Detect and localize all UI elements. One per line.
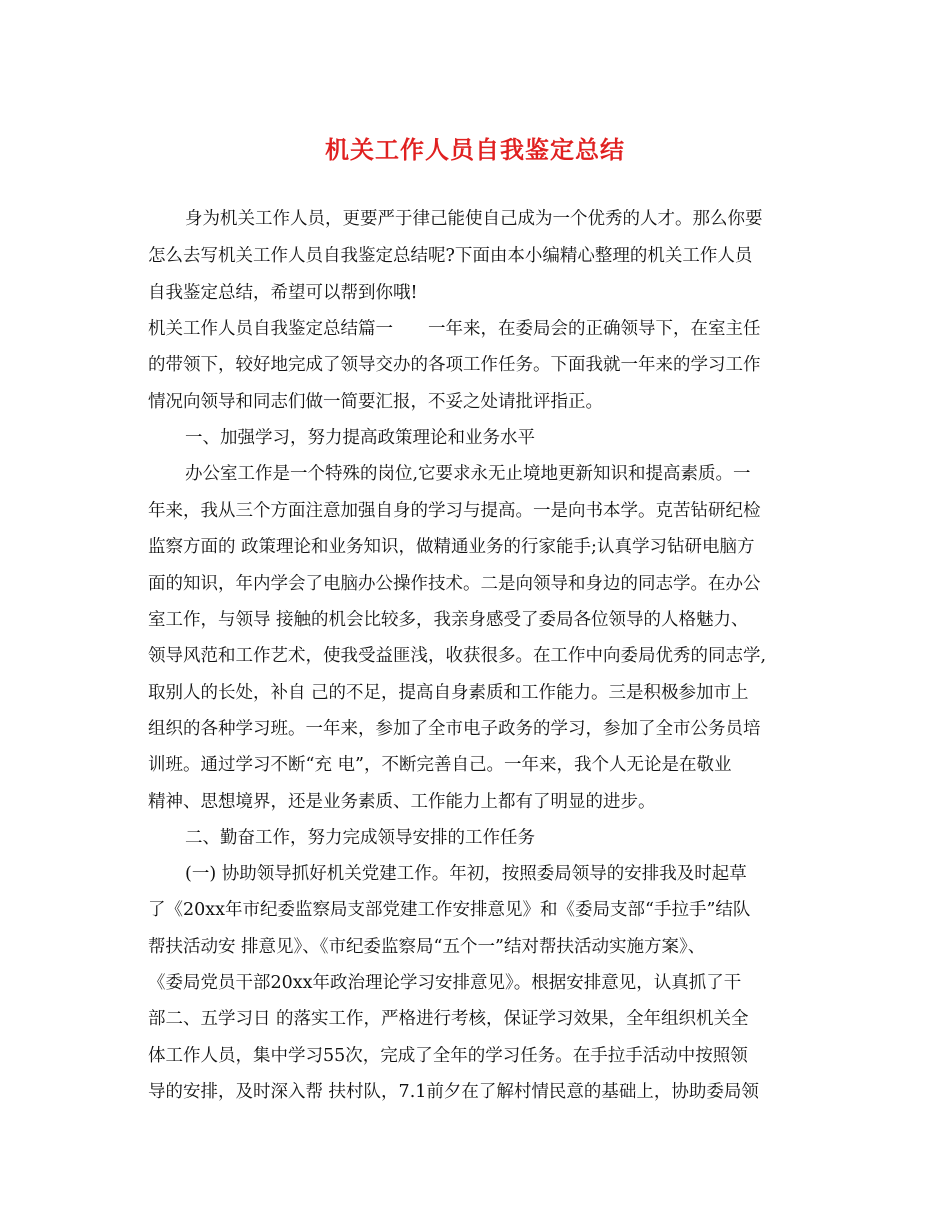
body-line: 年来，我从三个方面注意加强自身的学习与提高。一是向书本学。克苦钻研纪检 — [148, 501, 761, 521]
body-line: 自我鉴定总结，希望可以帮到你哦! — [148, 283, 418, 303]
body-line: 导的安排，及时深入帮 扶村队，7.1前夕在了解村情民意的基础上，协助委局领 — [148, 1082, 759, 1102]
body-line: 情况向领导和同志们做一简要汇报，不妥之处请批评指正。 — [148, 392, 603, 412]
document-title: 机关工作人员自我鉴定总结 — [325, 135, 625, 164]
body-line: 取别人的长处，补自 己的不足，提高自身素质和工作能力。三是积极参加市上 — [148, 683, 749, 703]
body-line: 领导风范和工作艺术，使我受益匪浅，收获很多。在工作中向委局优秀的同志学, — [148, 646, 767, 666]
body-line: 的带领下，较好地完成了领导交办的各项工作任务。下面我就一年来的学习工作 — [148, 355, 761, 375]
body-line: 《委局党员干部20xx年政治理论学习安排意见》。根据安排意见，认真抓了干 — [148, 973, 742, 993]
section-heading: 二、勤奋工作，努力完成领导安排的工作任务 — [185, 828, 535, 848]
body-line: (一) 协助领导抓好机关党建工作。年初，按照委局领导的安排我及时起草 — [185, 864, 747, 884]
body-line: 身为机关工作人员，更要严于律己能使自己成为一个优秀的人才。那么你要 — [185, 209, 763, 229]
body-line: 组织的各种学习班。一年来，参加了全市电子政务的学习，参加了全市公务员培 — [148, 719, 761, 739]
body-line: 面的知识，年内学会了电脑办公操作技术。二是向领导和身边的同志学。在办公 — [148, 574, 761, 594]
body-line: 帮扶活动安 排意见》、《市纪委监察局“五个一”结对帮扶活动实施方案》、 — [148, 937, 706, 957]
body-line: 办公室工作是一个特殊的岗位,它要求永无止境地更新知识和提高素质。一 — [185, 464, 751, 484]
section-heading: 一、加强学习，努力提高政策理论和业务水平 — [185, 428, 535, 448]
body-line: 监察方面的 政策理论和业务知识，做精通业务的行家能手;认真学习钻研电脑方 — [148, 537, 755, 557]
body-line: 训班。通过学习不断“充 电”，不断完善自己。一年来，我个人无论是在敬业 — [148, 755, 732, 775]
body-line: 机关工作人员自我鉴定总结篇一 一年来，在委局会的正确领导下，在室主任 — [148, 319, 761, 339]
body-line: 体工作人员，集中学习55次，完成了全年的学习任务。在手拉手活动中按照领 — [148, 1046, 748, 1066]
body-line: 精神、思想境界，还是业务素质、工作能力上都有了明显的进步。 — [148, 792, 656, 812]
body-line: 部二、五学习日 的落实工作，严格进行考核，保证学习效果，全年组织机关全 — [148, 1009, 749, 1029]
body-line: 怎么去写机关工作人员自我鉴定总结呢?下面由本小编精心整理的机关工作人员 — [148, 246, 753, 266]
body-line: 了《20xx年市纪委监察局支部党建工作安排意见》和《委局支部“手拉手”结队 — [148, 900, 751, 920]
body-line: 室工作，与领导 接触的机会比较多，我亲身感受了委局各位领导的人格魅力、 — [148, 610, 749, 630]
